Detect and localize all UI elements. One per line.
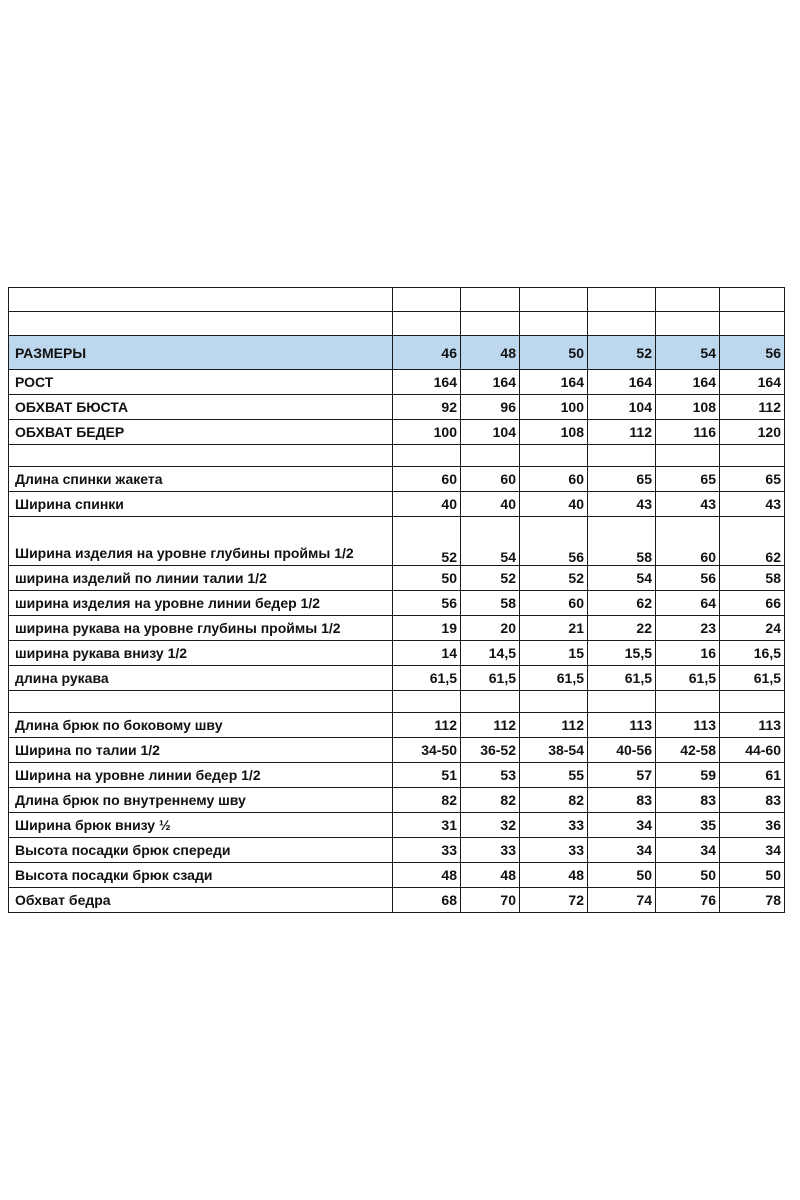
row-label: Длина брюк по внутреннему шву xyxy=(9,788,393,813)
header-row xyxy=(9,336,785,370)
table-row xyxy=(9,763,785,788)
table-row xyxy=(9,467,785,492)
row-value: 74 xyxy=(588,888,656,913)
empty-cell xyxy=(9,288,393,312)
row-value: 82 xyxy=(393,788,461,813)
row-value: 35 xyxy=(656,813,720,838)
row-value: 120 xyxy=(720,420,785,445)
row-value: 83 xyxy=(588,788,656,813)
row-value: 56 xyxy=(393,591,461,616)
row-value: 52 xyxy=(393,517,461,566)
row-value: 60 xyxy=(461,467,520,492)
row-value: 50 xyxy=(720,863,785,888)
size-header: 52 xyxy=(588,336,656,370)
row-value: 61,5 xyxy=(720,666,785,691)
row-value: 14 xyxy=(393,641,461,666)
row-label: длина рукава xyxy=(9,666,393,691)
size-header: 46 xyxy=(393,336,461,370)
row-value: 78 xyxy=(720,888,785,913)
row-value: 22 xyxy=(588,616,656,641)
row-label: Высота посадки брюк сзади xyxy=(9,863,393,888)
table-row xyxy=(9,492,785,517)
row-label: Ширина спинки xyxy=(9,492,393,517)
table-row xyxy=(9,370,785,395)
empty-row xyxy=(9,445,785,467)
table-row xyxy=(9,813,785,838)
row-label: РОСТ xyxy=(9,370,393,395)
empty-row xyxy=(9,312,785,336)
row-value: 40 xyxy=(520,492,588,517)
row-value: 50 xyxy=(393,566,461,591)
empty-row xyxy=(9,288,785,312)
row-value: 53 xyxy=(461,763,520,788)
row-value: 82 xyxy=(520,788,588,813)
row-value: 164 xyxy=(656,370,720,395)
row-value: 61,5 xyxy=(461,666,520,691)
table-row xyxy=(9,738,785,763)
row-value: 48 xyxy=(461,863,520,888)
row-value: 40 xyxy=(393,492,461,517)
row-value: 112 xyxy=(520,713,588,738)
table-row xyxy=(9,838,785,863)
row-value: 38-54 xyxy=(520,738,588,763)
row-value: 33 xyxy=(520,813,588,838)
row-value: 61,5 xyxy=(656,666,720,691)
row-value: 164 xyxy=(520,370,588,395)
row-value: 14,5 xyxy=(461,641,520,666)
row-value: 61 xyxy=(720,763,785,788)
row-value: 43 xyxy=(656,492,720,517)
row-value: 21 xyxy=(520,616,588,641)
row-label: Длина брюк по боковому шву xyxy=(9,713,393,738)
row-label: ширина изделий по линии талии 1/2 xyxy=(9,566,393,591)
row-label: Ширина по талии 1/2 xyxy=(9,738,393,763)
row-value: 59 xyxy=(656,763,720,788)
row-value: 56 xyxy=(656,566,720,591)
row-value: 42-58 xyxy=(656,738,720,763)
row-value: 34 xyxy=(720,838,785,863)
row-value: 48 xyxy=(520,863,588,888)
row-value: 112 xyxy=(393,713,461,738)
row-value: 23 xyxy=(656,616,720,641)
row-value: 50 xyxy=(588,863,656,888)
empty-row xyxy=(9,691,785,713)
row-value: 31 xyxy=(393,813,461,838)
row-value: 60 xyxy=(393,467,461,492)
row-value: 164 xyxy=(720,370,785,395)
row-value: 52 xyxy=(461,566,520,591)
row-value: 70 xyxy=(461,888,520,913)
row-value: 61,5 xyxy=(393,666,461,691)
size-header: 48 xyxy=(461,336,520,370)
row-value: 104 xyxy=(588,395,656,420)
table-row xyxy=(9,888,785,913)
row-value: 50 xyxy=(656,863,720,888)
row-value: 52 xyxy=(520,566,588,591)
row-label: Высота посадки брюк спереди xyxy=(9,838,393,863)
row-label: ОБХВАТ БЮСТА xyxy=(9,395,393,420)
row-value: 113 xyxy=(720,713,785,738)
row-value: 60 xyxy=(520,591,588,616)
row-value: 108 xyxy=(520,420,588,445)
row-label: Ширина изделия на уровне глубины проймы 1/2 xyxy=(9,517,393,566)
row-value: 112 xyxy=(588,420,656,445)
table-row xyxy=(9,713,785,738)
size-header: 56 xyxy=(720,336,785,370)
header-label: РАЗМЕРЫ xyxy=(9,336,393,370)
row-value: 16,5 xyxy=(720,641,785,666)
row-value: 32 xyxy=(461,813,520,838)
row-value: 164 xyxy=(393,370,461,395)
row-value: 24 xyxy=(720,616,785,641)
row-value: 57 xyxy=(588,763,656,788)
row-value: 34 xyxy=(656,838,720,863)
row-value: 68 xyxy=(393,888,461,913)
row-value: 92 xyxy=(393,395,461,420)
row-value: 83 xyxy=(720,788,785,813)
row-value: 16 xyxy=(656,641,720,666)
row-value: 55 xyxy=(520,763,588,788)
row-value: 40 xyxy=(461,492,520,517)
row-value: 20 xyxy=(461,616,520,641)
row-value: 56 xyxy=(520,517,588,566)
empty-cell xyxy=(9,312,393,336)
row-value: 108 xyxy=(656,395,720,420)
row-label: Ширина на уровне линии бедер 1/2 xyxy=(9,763,393,788)
size-header: 50 xyxy=(520,336,588,370)
row-label: ширина рукава на уровне глубины проймы 1/2 xyxy=(9,616,393,641)
row-label: ширина рукава внизу 1/2 xyxy=(9,641,393,666)
row-value: 36-52 xyxy=(461,738,520,763)
table-row xyxy=(9,420,785,445)
row-value: 96 xyxy=(461,395,520,420)
row-value: 76 xyxy=(656,888,720,913)
row-value: 58 xyxy=(588,517,656,566)
row-value: 54 xyxy=(461,517,520,566)
row-value: 43 xyxy=(720,492,785,517)
row-value: 34 xyxy=(588,838,656,863)
row-value: 112 xyxy=(720,395,785,420)
row-value: 15 xyxy=(520,641,588,666)
row-label: Длина спинки жакета xyxy=(9,467,393,492)
row-value: 112 xyxy=(461,713,520,738)
row-value: 51 xyxy=(393,763,461,788)
row-value: 61,5 xyxy=(520,666,588,691)
empty-cell xyxy=(9,445,393,467)
row-value: 19 xyxy=(393,616,461,641)
row-value: 83 xyxy=(656,788,720,813)
table-row xyxy=(9,616,785,641)
row-value: 62 xyxy=(720,517,785,566)
row-value: 113 xyxy=(656,713,720,738)
row-label: ширина изделия на уровне линии бедер 1/2 xyxy=(9,591,393,616)
row-value: 82 xyxy=(461,788,520,813)
row-label: ОБХВАТ БЕДЕР xyxy=(9,420,393,445)
row-value: 33 xyxy=(520,838,588,863)
row-value: 58 xyxy=(461,591,520,616)
row-value: 58 xyxy=(720,566,785,591)
table-row xyxy=(9,641,785,666)
row-value: 65 xyxy=(656,467,720,492)
row-value: 44-60 xyxy=(720,738,785,763)
row-label: Ширина брюк внизу ½ xyxy=(9,813,393,838)
table-row xyxy=(9,566,785,591)
row-value: 60 xyxy=(520,467,588,492)
row-value: 104 xyxy=(461,420,520,445)
row-value: 72 xyxy=(520,888,588,913)
row-value: 113 xyxy=(588,713,656,738)
table-row xyxy=(9,591,785,616)
row-value: 33 xyxy=(461,838,520,863)
table-row xyxy=(9,666,785,691)
row-value: 66 xyxy=(720,591,785,616)
row-value: 65 xyxy=(588,467,656,492)
row-value: 48 xyxy=(393,863,461,888)
row-value: 34-50 xyxy=(393,738,461,763)
row-value: 34 xyxy=(588,813,656,838)
size-table xyxy=(8,287,785,913)
row-value: 100 xyxy=(520,395,588,420)
size-header: 54 xyxy=(656,336,720,370)
row-value: 65 xyxy=(720,467,785,492)
row-value: 61,5 xyxy=(588,666,656,691)
table-row xyxy=(9,517,785,566)
row-value: 116 xyxy=(656,420,720,445)
row-value: 15,5 xyxy=(588,641,656,666)
row-value: 64 xyxy=(656,591,720,616)
row-value: 54 xyxy=(588,566,656,591)
table-row xyxy=(9,395,785,420)
row-value: 40-56 xyxy=(588,738,656,763)
table-row xyxy=(9,788,785,813)
row-value: 36 xyxy=(720,813,785,838)
table-row xyxy=(9,863,785,888)
row-value: 164 xyxy=(588,370,656,395)
row-value: 60 xyxy=(656,517,720,566)
row-value: 33 xyxy=(393,838,461,863)
row-value: 164 xyxy=(461,370,520,395)
empty-cell xyxy=(9,691,393,713)
row-value: 62 xyxy=(588,591,656,616)
row-value: 100 xyxy=(393,420,461,445)
row-value: 43 xyxy=(588,492,656,517)
row-label: Обхват бедра xyxy=(9,888,393,913)
